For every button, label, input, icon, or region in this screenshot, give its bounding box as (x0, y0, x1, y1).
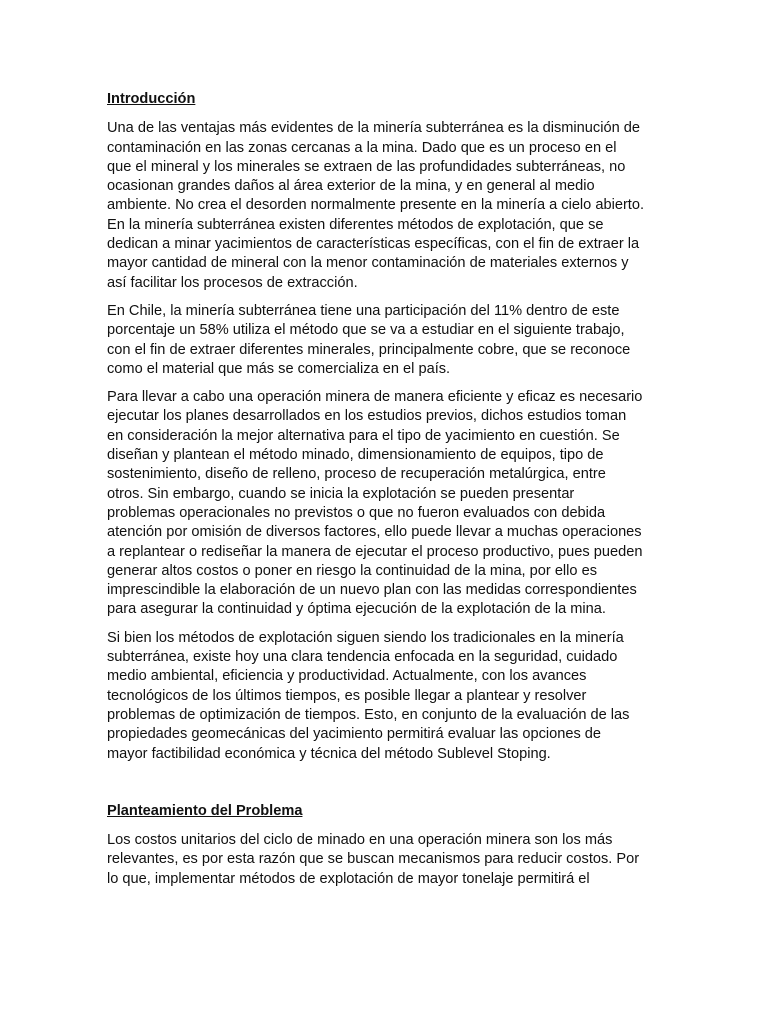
text-line: contaminación en las zonas cercanas a la mina. Dado que es un proceso en el (107, 139, 617, 156)
section-gap (107, 773, 663, 802)
document-page (107, 90, 663, 898)
text-line: sostenimiento, diseño de relleno, proceso de recuperación metalúrgica, entre (107, 466, 606, 483)
text-line: En la minería subterránea existen diferentes métodos de explotación, que se (107, 216, 604, 233)
paragraph-1 (107, 119, 663, 293)
text-line: lo que, implementar métodos de explotación de mayor tonelaje permitirá el (107, 870, 590, 887)
text-line: relevantes, es por esta razón que se buscan mecanismos para reducir costos. Por (107, 851, 640, 868)
text-line: que el mineral y los minerales se extraen de las profundidades subterráneas, no (107, 158, 626, 175)
text-line: dedican a minar yacimientos de características específicas, con el fin de extraer la (107, 236, 640, 253)
text-line: problemas operacionales no previstos o que no fueron evaluados con debida (107, 504, 606, 521)
text-line: problemas de optimización de tiempos. Esto, en conjunto de la evaluación de las (107, 706, 630, 723)
text-line: ambiente. No crea el desorden normalmente presente en la minería a cielo abierto. (107, 197, 645, 214)
text-line: como el material que más se comercializa en el país. (107, 360, 451, 377)
text-line: Una de las ventajas más evidentes de la minería subterránea es la disminución de (107, 120, 640, 137)
section-heading-planteamiento: Planteamiento del Problema (107, 802, 303, 819)
text-line: imprescindible la elaboración de un nuevo plan con las medidas correspondientes (107, 582, 637, 599)
text-line: medio ambiental, eficiencia y productividad. Actualmente, con los avances (107, 668, 587, 685)
text-line: ejecutar los planes desarrollados en los estudios previos, dichos estudios toman (107, 408, 627, 425)
text-line: Para llevar a cabo una operación minera de manera eficiente y eficaz es necesario (107, 389, 643, 406)
paragraph-2 (107, 302, 663, 379)
text-line: porcentaje un 58% utiliza el método que se va a estudiar en el siguiente trabajo, (107, 322, 625, 339)
text-line: mayor cantidad de mineral con la menor contaminación de materiales externos y (107, 255, 629, 272)
text-line: atención por omisión de diversos factores, ello puede llevar a muchas operaciones (107, 524, 642, 541)
text-line: Los costos unitarios del ciclo de minado en una operación minera son los más (107, 832, 613, 849)
text-line: propiedades geomecánicas del yacimiento permitirá evaluar las opciones de (107, 726, 602, 743)
paragraph-3 (107, 388, 663, 620)
text-line: mayor factibilidad económica y técnica del método Sublevel Stoping. (107, 745, 551, 762)
text-line: diseñan y plantean el método minado, dimensionamiento de equipos, tipo de (107, 447, 604, 464)
text-line: otros. Sin embargo, cuando se inicia la explotación se pueden presentar (107, 485, 575, 502)
text-line: En Chile, la minería subterránea tiene una participación del 11% dentro de este (107, 302, 620, 319)
text-line: con el fin de extraer diferentes minerales, principalmente cobre, que se reconoce (107, 341, 631, 358)
text-line: ocasionan grandes daños al área exterior de la mina, y en general al medio (107, 178, 595, 195)
text-line: a replantear o rediseñar la manera de ejecutar el proceso productivo, pues pueden (107, 543, 643, 560)
text-line: para asegurar la continuidad y óptima ejecución de la explotación de la mina. (107, 601, 606, 618)
text-line: así facilitar los procesos de extracción. (107, 274, 358, 291)
text-line: Si bien los métodos de explotación siguen siendo los tradicionales en la minería (107, 629, 624, 646)
paragraph-5 (107, 831, 663, 889)
text-line: generar altos costos o poner en riesgo la continuidad de la mina, por ello es (107, 562, 598, 579)
text-line: en consideración la mejor alternativa para el tipo de yacimiento en cuestión. Se (107, 427, 620, 444)
paragraph-4 (107, 629, 663, 764)
text-line: tecnológicos de los últimos tiempos, es posible llegar a plantear y resolver (107, 687, 587, 704)
text-line: subterránea, existe hoy una clara tendencia enfocada en la seguridad, cuidado (107, 649, 618, 666)
section-heading-introduccion: Introducción (107, 91, 196, 107)
